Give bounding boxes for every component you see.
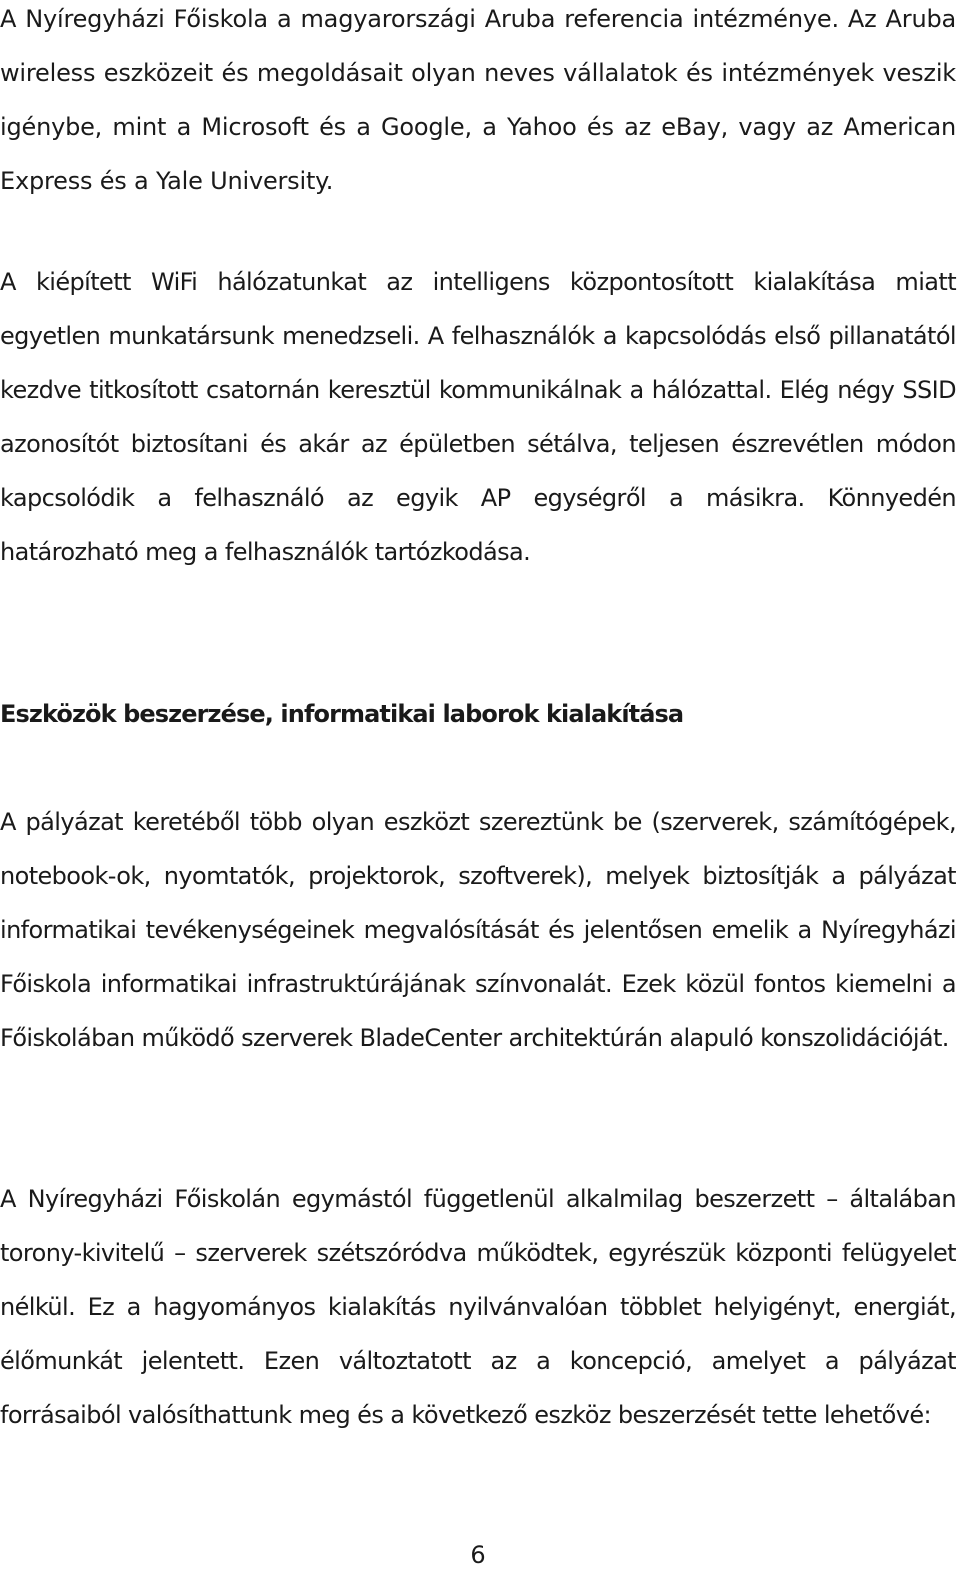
section-heading: Eszközök beszerzése, informatikai laborok kialakítása xyxy=(0,700,684,728)
paragraph-aruba-reference: A Nyíregyházi Főiskola a magyarországi Aruba referencia intézménye. Az Aruba wireless eszközeit és megoldásait olyan neves vállalatok és intézmények veszik igénybe, mint a Microsoft és a Google, a Yahoo és az eBay, vagy az American Express és a Yale University. xyxy=(0,5,956,195)
paragraph-server-consolidation: A Nyíregyházi Főiskolán egymástól függetlenül alkalmilag beszerzett – általában torony-kivitelű – szerverek szétszóródva működtek, egyrészük központi felügyelet nélkül. Ez a hagyományos kialakítás nyilvánvalóan többlet helyigényt, energiát, élőmunkát jelentett. Ezen változtatott az a koncepció, amelyet a pályázat forrásaiból valósíthattunk meg és a következő eszköz beszerzését tette lehetővé: xyxy=(0,1185,956,1429)
paragraph-equipment-procurement: A pályázat keretéből több olyan eszközt szereztünk be (szerverek, számítógépek, notebook-ok, nyomtatók, projektorok, szoftverek), melyek biztosítják a pályázat informatikai tevékenységeinek megvalósítását és jelentősen emelik a Nyíregyházi Főiskola informatikai infrastruktúrájának színvonalát. Ezek közül fontos kiemelni a Főiskolában működő szerverek BladeCenter architektúrán alapuló konszolidációját. xyxy=(0,808,956,1052)
paragraph-wifi-network: A kiépített WiFi hálózatunkat az intelligens központosított kialakítása miatt egyetlen munkatársunk menedzseli. A felhasználók a kapcsolódás első pillanatától kezdve titkosított csatornán keresztül kommunikálnak a hálózattal. Elég négy SSID azonosítót biztosítani és akár az épületben sétálva, teljesen észrevétlen módon kapcsolódik a felhasználó az egyik AP egységről a másikra. Könnyedén határozható meg a felhasználók tartózkodása. xyxy=(0,268,956,566)
page-number: 6 xyxy=(470,1541,486,1569)
